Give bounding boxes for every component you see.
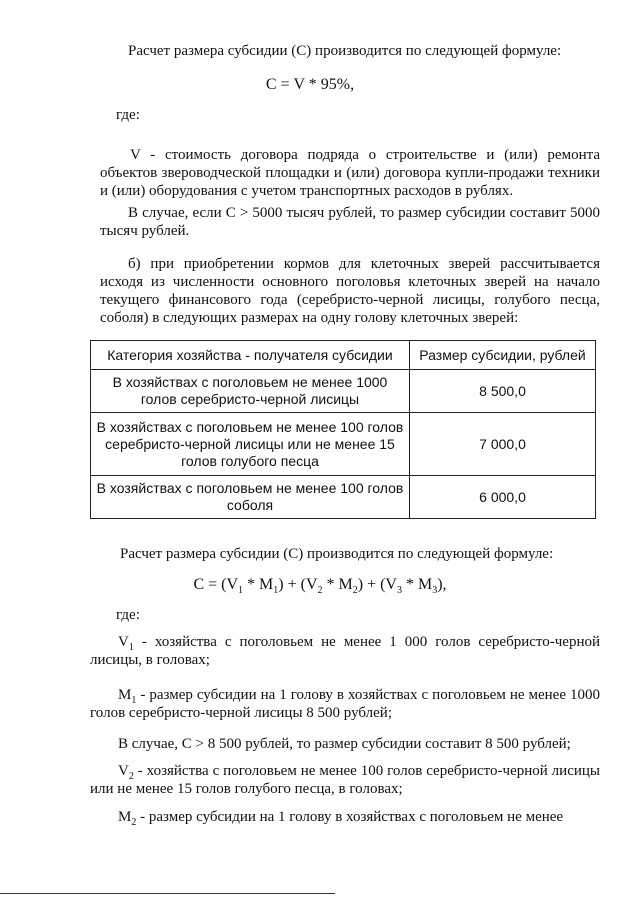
footer-divider <box>0 893 335 894</box>
subsidy-table <box>90 340 596 519</box>
table-row <box>91 413 596 476</box>
formula-2: $С = (V_1 * M_1) + (V_2 * M_2) + (V_3 * M_3)$, <box>193 576 447 597</box>
paragraph-feed-subsidy: б) при приобретении кормов для клеточных зверей рассчитывается исходя из численности основного поголовья клеточных зверей на начало текущего финансового года (серебристо-черной лисицы, голубого песца, соболя) в следующих размерах на одну голову клеточных зверей: <box>100 256 600 326</box>
table-cell-amount: 6 000,0 <box>410 476 596 519</box>
table-cell-category: В хозяйствах с поголовьем не менее 100 голов серебристо-черной лисицы или не менее 15 голов голубого песца <box>91 413 410 476</box>
table-cell-amount: 7 000,0 <box>410 413 596 476</box>
table-row <box>91 370 596 413</box>
where-label-1: где: <box>116 107 140 123</box>
table-header-amount: Размер субсидии, рублей <box>410 341 596 370</box>
paragraph-v2-definition: $V_2$ - хозяйства с поголовьем не менее 100 голов серебристо-черной лисицы или не менее 15 голов голубого песца, в головах; <box>90 763 600 797</box>
formula-intro-2: Расчет размера субсидии (С) производится по следующей формуле: <box>120 546 554 562</box>
formula-intro-1: Расчет размера субсидии (С) производится по следующей формуле: <box>128 43 562 59</box>
table-cell-category: В хозяйствах с поголовьем не менее 1000 голов серебристо-черной лисицы <box>91 370 410 413</box>
paragraph-limit-2: В случае, С > 8 500 рублей, то размер субсидии составит 8 500 рублей; <box>118 736 571 752</box>
table-header-row <box>91 341 596 370</box>
table-header-category: Категория хозяйства - получателя субсидии <box>91 341 410 370</box>
table-cell-category: В хозяйствах с поголовьем не менее 100 голов соболя <box>91 476 410 519</box>
table-row <box>91 476 596 519</box>
paragraph-v1-definition: $V_1$ - хозяйства с поголовьем не менее 1 000 голов серебристо-черной лисицы, в головах; <box>90 634 600 668</box>
where-label-2: где: <box>116 607 140 623</box>
paragraph-m2-definition: $M_2$ - размер субсидии на 1 голову в хозяйствах с поголовьем не менее <box>118 809 564 828</box>
paragraph-limit-1: В случае, если С > 5000 тысяч рублей, то размер субсидии составит 5000 тысяч рублей. <box>100 205 600 239</box>
paragraph-v-definition: V - стоимость договора подряда о строительстве и (или) ремонта объектов звероводческой площадки и (или) договора купли-продажи техники и (или) оборудования с учетом транспортных расходов в рублях. <box>100 147 600 199</box>
paragraph-m1-definition: $M_1$ - размер субсидии на 1 голову в хозяйствах с поголовьем не менее 1000 голов серебристо-черной лисицы 8 500 рублей; <box>90 687 600 721</box>
formula-1: С = V * 95%, <box>265 76 355 93</box>
table-cell-amount: 8 500,0 <box>410 370 596 413</box>
